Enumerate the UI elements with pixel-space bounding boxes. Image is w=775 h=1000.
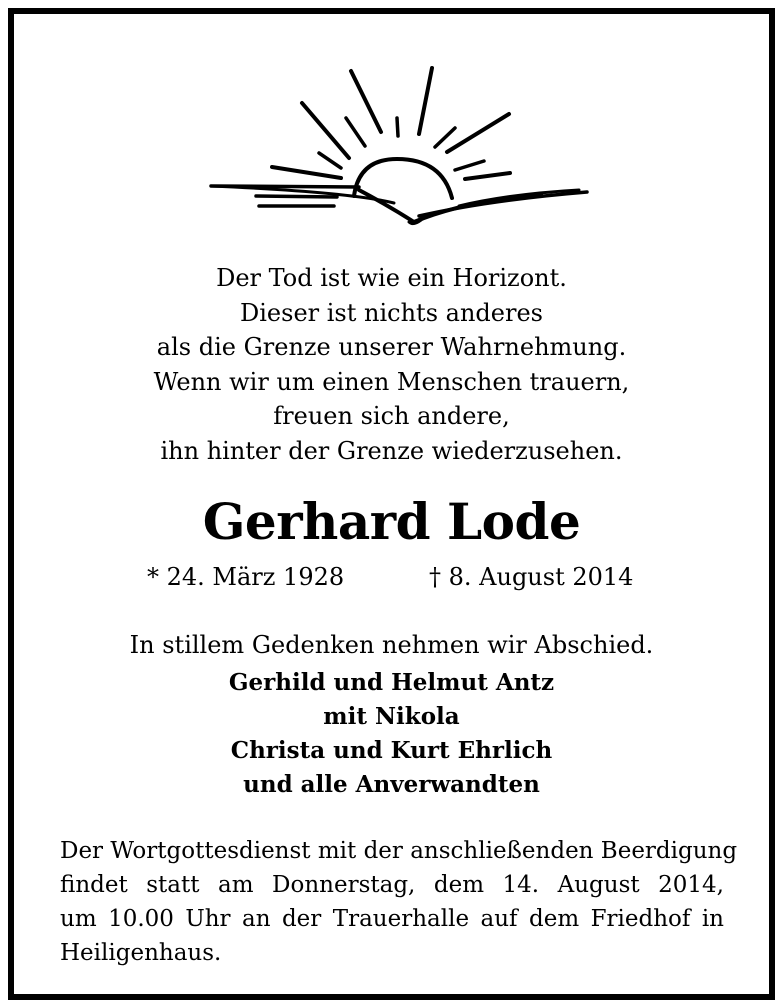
poem-line: Dieser ist nichts anderes bbox=[240, 298, 543, 327]
mourner-line: Christa und Kurt Ehrlich bbox=[230, 737, 553, 764]
mourner-line: mit Nikola bbox=[323, 703, 460, 730]
birth-date: * 24. März 1928 bbox=[147, 563, 345, 591]
mourner-line: und alle Anverwandten bbox=[243, 771, 540, 798]
mourner-line: Gerhild und Helmut Antz bbox=[228, 669, 555, 696]
poem-line: freuen sich andere, bbox=[273, 402, 510, 430]
poem-line: Der Tod ist wie ein Horizont. bbox=[216, 264, 567, 292]
poem-line: Wenn wir um einen Menschen trauern, bbox=[153, 367, 630, 396]
farewell-text: In stillem Gedenken nehmen wir Abschied. bbox=[129, 631, 654, 659]
poem bbox=[14, 261, 769, 468]
obituary-content bbox=[14, 14, 769, 994]
service-line: findet statt am Donnerstag, dem 14. August 2014, bbox=[60, 872, 724, 898]
service-line: um 10.00 Uhr an der Trauerhalle auf dem Friedhof in bbox=[60, 906, 724, 932]
sunset-icon bbox=[199, 56, 589, 226]
death-date: † 8. August 2014 bbox=[429, 563, 634, 591]
deceased-name: Gerhard Lode bbox=[202, 492, 581, 551]
service-line: Der Wortgottesdienst mit der anschließenden Beerdigung bbox=[60, 838, 738, 864]
poem-line: ihn hinter der Grenze wiederzusehen. bbox=[160, 436, 623, 465]
poem-line: als die Grenze unserer Wahrnehmung. bbox=[156, 333, 627, 361]
service-notice bbox=[60, 834, 738, 970]
mourners-list bbox=[14, 666, 769, 802]
service-line: Heiligenhaus. bbox=[60, 940, 222, 966]
obituary-border bbox=[8, 8, 775, 1000]
